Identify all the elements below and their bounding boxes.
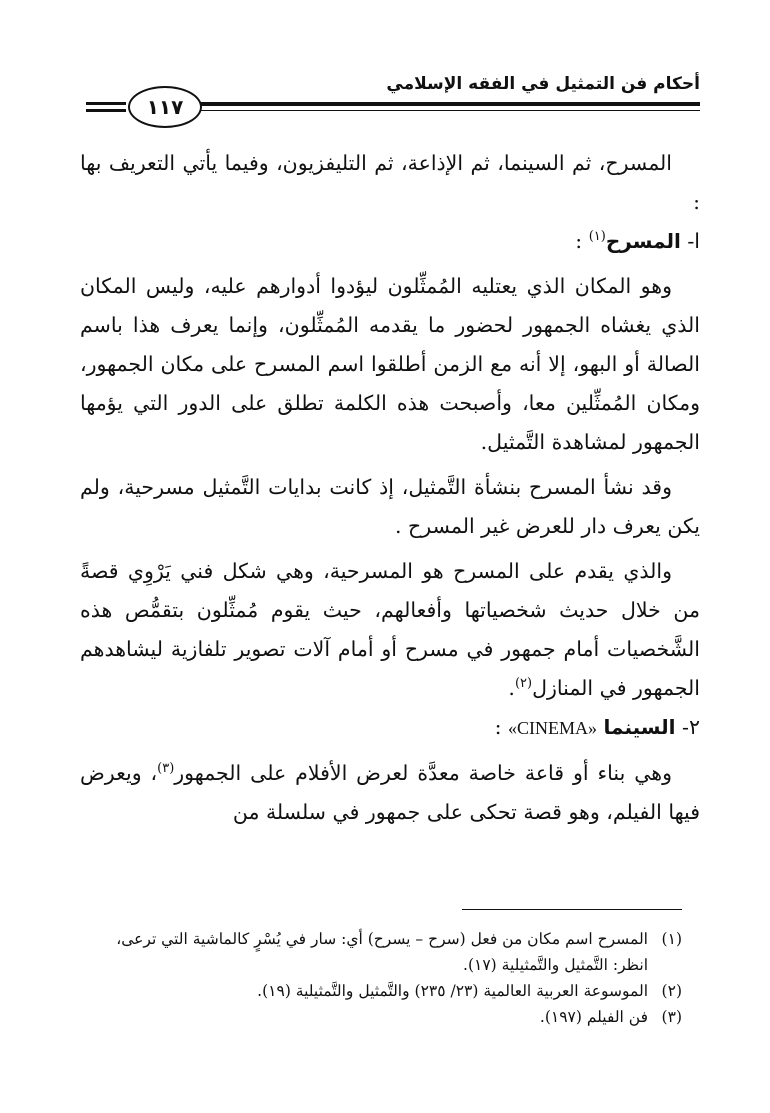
footnote-number: (١): [661, 930, 682, 948]
paragraph: وقد نشأ المسرح بنشأة التَّمثيل، إذ كانت بدايات التَّمثيل مسرحية، ولم يكن يعرف دار للعرض غير المسرح .: [80, 475, 700, 538]
header-rule-thick: [200, 102, 700, 106]
section-title: السينما: [603, 715, 676, 739]
section-title: المسرح: [605, 229, 681, 253]
page-number-oval: [128, 86, 202, 128]
heading-colon: :: [494, 715, 509, 739]
paragraph-end: .: [508, 676, 515, 700]
footnote-ref: (١): [588, 229, 606, 245]
footnotes: [80, 926, 682, 1030]
paragraph: وهو المكان الذي يعتليه المُمثِّلون ليؤدوا أدوارهم عليه، وليس المكان الذي يغشاه الجمهور لحضور ما يقدمه المُمثِّلون، وإنما يعرف هذا باسم الصالة أو البهو، إلا أنه مع الزمن أطلقوا اسم المسرح على مكان الجمهور، ومكان المُمثِّلين معا، وأصبحت هذه الكلمة تطلق على الدور التي يؤمها الجمهور لمشاهدة التَّمثيل.: [80, 274, 700, 454]
section-number: ا-: [687, 229, 700, 253]
section-heading-theatre: [80, 222, 700, 261]
section-latin-term: «CINEMA»: [508, 718, 598, 738]
paragraph-text: ، ويعرض فيها الفيلم، وهو قصة تحكى على جمهور في سلسلة من: [80, 761, 700, 824]
header-left-bar-top: [86, 102, 126, 105]
paragraph: المسرح، ثم السينما، ثم الإذاعة، ثم التليفزيون، وفيما يأتي التعريف بها :: [80, 151, 700, 214]
footnote-ref: (٢): [514, 676, 533, 692]
heading-colon: :: [575, 229, 589, 253]
paragraph: [80, 552, 700, 708]
section-heading-cinema: [80, 708, 700, 748]
footnote-text: الموسوعة العربية العالمية (٢٣/ ٢٣٥) والتَّمثيل والتَّمثيلية (١٩).: [257, 982, 648, 1000]
footnote-ref: (٣): [157, 761, 175, 777]
footnote: [80, 978, 682, 1004]
header-rule-thin: [200, 110, 700, 111]
paragraph-text: وهي بناء أو قاعة خاصة معدَّة لعرض الأفلام على الجمهور: [174, 761, 672, 785]
main-text: [80, 144, 700, 832]
footnote-text: فن الفيلم (١٩٧).: [539, 1008, 648, 1026]
footnote: [80, 926, 682, 978]
header-left-bar-bottom: [86, 109, 126, 112]
paragraph-text: والذي يقدم على المسرح هو المسرحية، وهي شكل فني يَرْوِي قصةً من خلال حديث شخصياتها وأفعالهم، حيث يقوم مُمثِّلون بتقمُّص هذه الشَّخصيات أمام جمهور في مسرح أو أمام آلات تصوير تلفازية ليشاهدهم الجمهور في المنازل: [80, 559, 700, 700]
page-number: ١١٧: [146, 95, 184, 119]
paragraph: [80, 754, 700, 832]
footnote-number: (٣): [661, 1008, 682, 1026]
running-title: أحكام فن التمثيل في الفقه الإسلامي: [386, 74, 700, 94]
section-number: ٢-: [682, 715, 700, 739]
footnote-text: المسرح اسم مكان من فعل (سرح – يسرح) أي: سار في يُسْرٍ كالماشية التي ترعى، انظر: التَّمثيل والتَّمثيلية (١٧).: [116, 930, 648, 974]
footnote-separator: [462, 909, 682, 910]
footnote-number: (٢): [661, 982, 682, 1000]
footnote: [80, 1004, 682, 1030]
